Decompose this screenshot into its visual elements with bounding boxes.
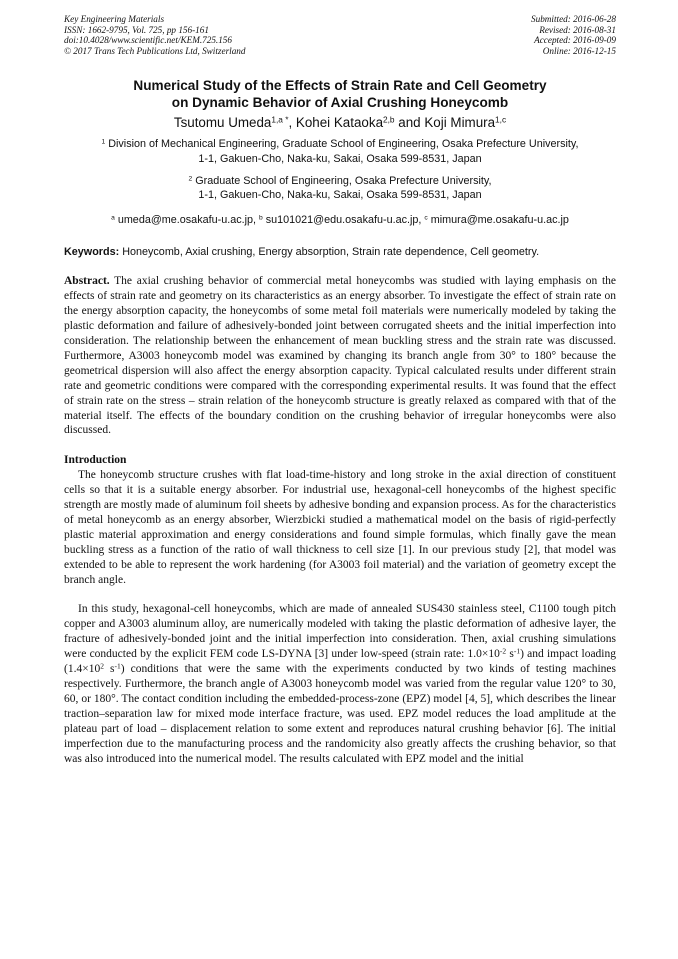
- author-1: Tsutomu Umeda: [173, 115, 272, 131]
- author-sep-1: ,: [288, 115, 296, 131]
- affiliation-2-sup: 2: [188, 174, 193, 182]
- email-b: su101021@edu.osakafu-u.ac.jp,: [265, 213, 425, 226]
- author-3-sup: 1,c: [495, 114, 507, 125]
- journal-doi: doi:10.4028/www.scientific.net/KEM.725.156: [64, 35, 232, 46]
- author-1-sup: 1,a *: [271, 114, 289, 125]
- date-submitted: Submitted: 2016-06-28: [531, 14, 616, 24]
- email-a-sup: a: [111, 214, 115, 222]
- keywords: [64, 245, 616, 259]
- email-c-sup: c: [424, 214, 428, 222]
- abstract-label: Abstract.: [64, 275, 110, 288]
- section-heading-introduction: Introduction: [64, 454, 127, 467]
- date-revised: Revised: 2016-08-31: [539, 24, 616, 35]
- publication-dates: [531, 14, 616, 56]
- author-emails: [64, 213, 616, 228]
- affiliation-1-line-1: Division of Mechanical Engineering, Graduate School of Engineering, Osaka Prefecture University,: [108, 138, 579, 151]
- journal-issn: ISSN: 1662-9795, Vol. 725, pp 156-161: [64, 24, 209, 35]
- author-2: Kohei Kataoka: [295, 115, 384, 131]
- email-a: umeda@me.osakafu-u.ac.jp,: [117, 213, 260, 226]
- author-list: [64, 114, 616, 132]
- journal-header: [64, 14, 616, 56]
- title-line-2: on Dynamic Behavior of Axial Crushing Honeycomb: [171, 95, 509, 111]
- journal-name: Key Engineering Materials: [64, 14, 165, 24]
- author-2-sup: 2,b: [383, 114, 395, 125]
- keywords-label: Keywords:: [64, 246, 120, 259]
- journal-copyright: © 2017 Trans Tech Publications Ltd, Switzerland: [64, 45, 246, 56]
- affiliation-2: [64, 174, 616, 203]
- email-b-sup: b: [259, 214, 263, 222]
- email-c: mimura@me.osakafu-u.ac.jp: [430, 213, 569, 226]
- keywords-text: Honeycomb, Axial crushing, Energy absorption, Strain rate dependence, Cell geometry.: [122, 246, 540, 259]
- author-sep-2: and: [394, 115, 425, 131]
- abstract: [64, 274, 616, 438]
- paper-title: [64, 77, 616, 111]
- title-line-1: Numerical Study of the Effects of Strain Rate and Cell Geometry: [133, 78, 547, 94]
- affiliation-1-line-2: 1-1, Gakuen-Cho, Naka-ku, Sakai, Osaka 599-8531, Japan: [198, 152, 482, 165]
- author-3: Koji Mimura: [424, 115, 496, 131]
- abstract-text: The axial crushing behavior of commercial metal honeycombs was studied with laying emphasis on the effects of strain rate and geometry on its characteristics as an energy absorber. To investigate the effect of strain rate on the energy absorption capacity, the honeycombs of some metal foil materials were numerically modeled by taking the plastic deformation and failure of adhesively-bonded joint between corrugated sheets and the initial imperfection into consideration. The relationship between the enhancement of mean buckling stress and the strain rate was discussed. Furthermore, A3003 honeycomb model was examined by changing its branch angle from 30° to 180° because the geometrical dispersion will also affect the energy absorption capacity. Typical calculated results under different strain rate and geometric conditions were compared with the corresponding experimental results. It was found that the effect of strain rate on the stress – strain relation of the honeycomb structure is greatly relaxed as compared with that of the material itself. The effects of the boundary condition on the crushing behavior of irregular honeycombs were also discussed.: [64, 275, 616, 437]
- affiliation-2-line-1: Graduate School of Engineering, Osaka Prefecture University,: [195, 174, 492, 187]
- journal-info: [64, 14, 245, 56]
- date-online: Online: 2016-12-15: [542, 45, 616, 56]
- intro-paragraph-2: In this study, hexagonal-cell honeycombs, which are made of annealed SUS430 stainless steel, C1100 tough pitch copper and A3003 aluminum alloy, are numerically modeled with taking the plastic deformation of adhesive layer, the fracture of adhesively-bonded joint and the initial imperfection into consideration. Then, axial crushing simulations were conducted by the explicit FEM code LS-DYNA [3] under low-speed (strain rate: $1.0\times 10^{-2}$ $s^{-1}$) and impact loading ($1.4\times 10^2$ $s^{-1}$) conditions that were the same with the experiments conducted by two kinds of testing machines respectively. Furthermore, the branch angle of A3003 honeycomb model was varied from the regular value 120° to 30, 60, or 180°. The contact condition including the embedded-process-zone (EPZ) model [4, 5], which describes the linear traction–separation law for mixed mode interface fracture, was used. EPZ model reduces the load amplitude at the plateau part of load – displacement relation to some extent and reproduces natural crushing behavior [6]. The initial imperfection due to the manufacturing process and the randomicity also greatly affects the crushing behavior, so that was also introduced into the numerical model. The results calculated with EPZ model and the initial: [64, 603, 616, 765]
- intro-paragraph-1: The honeycomb structure crushes with flat load-time-history and long stroke in the axial direction of constituent cells so that it is a suitable energy absorber. For industrial use, hexagonal-cell honeycombs of the highest specific strength are mostly made of aluminum foil sheets by adhesive bonding and expansion process. As for the characteristics of metal honeycomb as an energy absorber, Wierzbicki studied a mathematical model on the basis of rigid-perfectly plastic material approximation and energy considerations and found simple formulas, which finally gave the mean buckling stress as a function of the ratio of wall thickness to cell size [1]. In our previous study [2], that model was extended to be able to represent the work hardening (for A3003 foil material) and the variation of geometry except the branch angle.: [64, 469, 616, 586]
- date-accepted: Accepted: 2016-09-09: [534, 35, 616, 46]
- affiliation-1: [64, 137, 616, 166]
- affiliation-2-line-2: 1-1, Gakuen-Cho, Naka-ku, Sakai, Osaka 599-8531, Japan: [198, 189, 482, 202]
- affiliation-1-sup: 1: [101, 138, 106, 146]
